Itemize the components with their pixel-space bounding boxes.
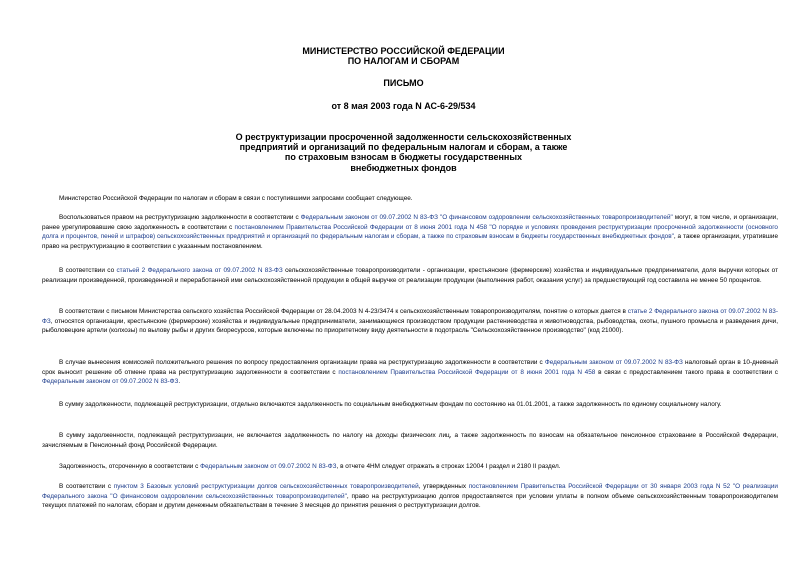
paragraph-1-text: Министерство Российской Федерации по налогам и сборам в связи с поступившими запросами сообщает следующее. xyxy=(59,195,413,202)
paragraph-4-text-a: В соответствии с письмом Министерства сельского хозяйства Российской Федерации от 28.04.2003 N 4-23/3474 к сельскохозяйственным товаропроизводителям, понятие о которых дается в xyxy=(59,308,628,315)
paragraph-9-text-a: В соответствии с xyxy=(59,483,114,490)
document-title-line1: О реструктуризации просроченной задолженности сельскохозяйственных xyxy=(235,132,572,142)
link-federal-law-83fz[interactable]: Федеральным законом от 09.07.2002 N 83-ФЗ "О финансовом оздоровлении сельскохозяйственных товаропроизводителей" xyxy=(300,214,673,221)
paragraph-3-text-a: В соответствии со xyxy=(59,267,117,274)
paragraph-5-text-a: В случае вынесения комиссией положительного решения по вопросу предоставления организации права на реструктуризацию задолженности в соответствии с xyxy=(59,359,545,366)
paragraph-3 xyxy=(42,266,778,285)
paragraph-8-text-a: Задолженность, отсроченную в соответствии с xyxy=(59,463,201,470)
link-article-2-law[interactable]: статьей 2 Федерального закона от 09.07.2002 N 83-ФЗ xyxy=(116,267,283,274)
paragraph-6 xyxy=(42,400,778,410)
paragraph-7 xyxy=(42,431,778,450)
document-title-line2: предприятий и организаций по федеральным налогам и сборам, а также xyxy=(239,142,568,152)
paragraph-7-text: В сумму задолженности, подлежащей реструктуризации, не включается задолженность по налогу на доходы физических лиц, а также задолженность по взносам на обязательное пенсионное страхование в Российской Федерации, зачисляемым в Пенсионный фонд Российской Федерации. xyxy=(42,432,778,449)
paragraph-8 xyxy=(42,462,778,472)
paragraph-3-text-b: сельскохозяйственные товаропроизводители - организации, крестьянские (фермерские) хозяйства и индивидуальные предприниматели, доля выручки которых от реализации произведенной, произведенной и переработанной ими сельскохозяйственной продукции в общей выручке от реализации продукции (выполнения работ, оказания услуг) за предшествующий год составила не менее 50 процентов. xyxy=(42,267,779,284)
document-title-line3: по страховым взносам в бюджеты государственных xyxy=(284,152,523,162)
paragraph-5 xyxy=(42,358,778,387)
paragraph-5-text-c: в связи с предоставлением такого права в соответствии с xyxy=(595,368,778,376)
paragraph-2 xyxy=(42,213,778,251)
paragraph-9 xyxy=(42,482,778,511)
paragraph-1 xyxy=(42,194,778,204)
link-gov-decree-458[interactable]: постановлением Правительства Российской Федерации от 8 июня 2001 года N 458 "О порядке и условиях проведения реструктуризации просроченной задолженности (основного долга и процентов, пеней и штрафов) сельскохозяйственных предприятий и организаций по федеральным налогам и сборам, а также по страховым взносам в бюджеты государственных внебюджетных фондов" xyxy=(42,223,778,240)
paragraph-8-text-b: , в отчете 4НМ следует отражать в строках 12004 I раздел и 2180 II раздел. xyxy=(336,463,561,470)
document-date-number: от 8 мая 2003 года N АС-6-29/534 xyxy=(331,101,476,111)
link-gov-decree-52[interactable]: постановлением Правительства Российской Федерации от 30 января 2003 года N 52 "О реализации Федерального закона "О финансовом оздоровлении сельскохозяйственных товаропроизводителей" xyxy=(42,483,778,500)
paragraph-2-text-b: могут, в том числе, и организации, ранее урегулировавшие свою задолженность в соответствии с xyxy=(42,214,778,231)
link-article-2-law-b[interactable]: статье 2 Федерального закона от 09.07.2002 N 83-ФЗ xyxy=(42,308,778,325)
paragraph-2-text-c: , а также организации, утратившие право на реструктуризацию в соответствии с указанным постановлением. xyxy=(42,233,778,250)
paragraph-6-text: В сумму задолженности, подлежащей реструктуризации, отдельно включаются задолженность по социальным внебюджетным фондам по состоянию на 01.01.2001, а также задолженность по единому социальному налогу. xyxy=(59,401,722,408)
paragraph-5-text-d: . xyxy=(178,378,181,385)
ministry-name-line1: МИНИСТЕРСТВО РОССИЙСКОЙ ФЕДЕРАЦИИ xyxy=(302,46,505,56)
ministry-name-line2: ПО НАЛОГАМ И СБОРАМ xyxy=(347,56,460,66)
paragraph-4-text-b: , относятся организации, крестьянские (фермерские) хозяйства и индивидуальные предприниматели, занимающиеся производством продукции растениеводства и животноводства, рыбоводства, охоты, пушного промысла и разведения дичи, рыболовецкие артели (колхозы) по вылову рыбы и других биоресурсов, которые включены по приоритетному виду деятельности в подотрасль "Сельскохозяйственное производство" (код 21000). xyxy=(42,317,778,334)
link-gov-decree-458-short[interactable]: постановлением Правительства Российской Федерации от 8 июня 2001 года N 458 xyxy=(338,368,596,376)
paragraph-5-text-b: налоговый орган в 10-дневный срок выносит решение об отмене права на реструктуризацию задолженности в соответствии с xyxy=(42,359,778,376)
document-title-line4: внебюджетных фондов xyxy=(350,163,457,173)
link-point-3-base-conditions[interactable]: пунктом 3 Базовых условий реструктуризации долгов сельскохозяйственных товаропроизводителей xyxy=(113,483,419,490)
link-federal-law-short[interactable]: Федеральным законом от 09.07.2002 N 83-ФЗ xyxy=(544,359,683,366)
link-federal-law-short-c[interactable]: Федеральным законом от 09.07.2002 N 83-ФЗ xyxy=(200,463,337,470)
paragraph-9-text-b: , утвержденных xyxy=(418,483,469,490)
link-federal-law-short-b[interactable]: Федеральным законом от 09.07.2002 N 83-ФЗ xyxy=(42,378,179,385)
paragraph-4 xyxy=(42,307,778,336)
paragraph-9-text-c: , право на реструктуризацию долгов предоставляется при условии уплаты в полном объеме сельскохозяйственным товаропроизводителем текущих платежей по налогам, сборам и другим денежным обязательствам в течение 3 месяцев до принятия решения о реструктуризации долгов. xyxy=(42,492,779,509)
paragraph-2-text-a: Воспользоваться правом на реструктуризацию задолженности в соответствии с xyxy=(59,214,301,221)
document-type: ПИСЬМО xyxy=(383,78,424,88)
